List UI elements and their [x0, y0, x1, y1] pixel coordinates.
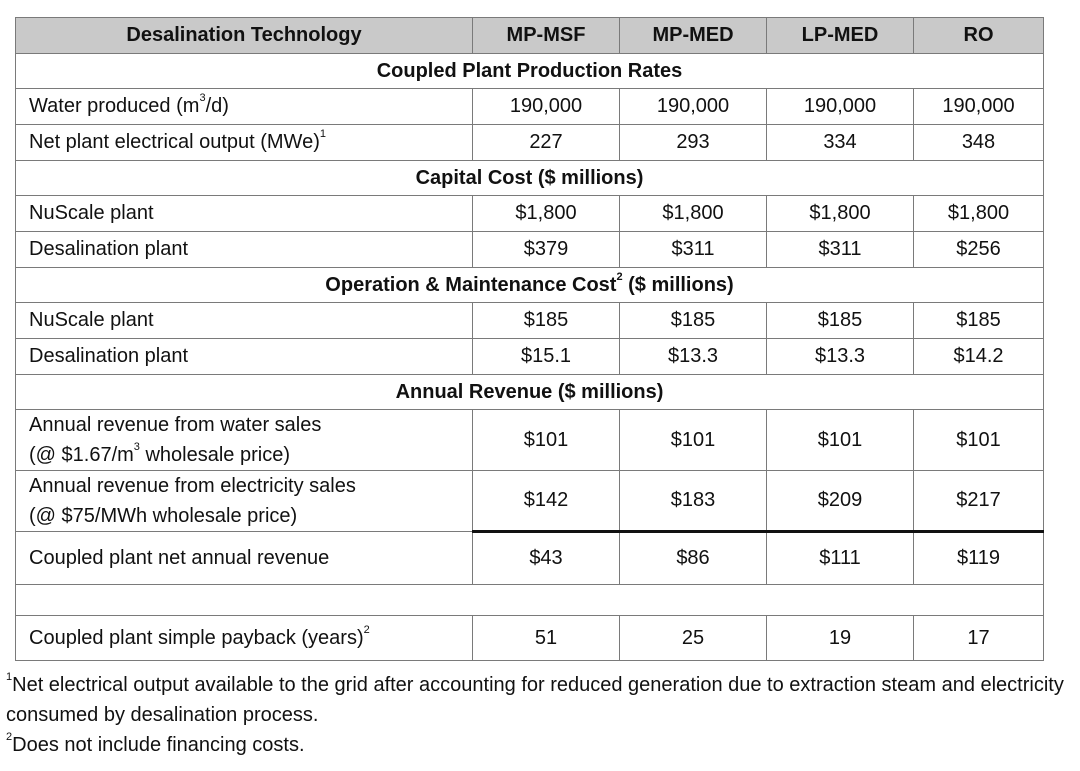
table-row: [16, 196, 1044, 232]
cell-value: 190,000: [620, 89, 767, 125]
section-annual-revenue: Annual Revenue ($ millions): [16, 375, 1044, 410]
cell-value: $217: [914, 471, 1044, 532]
section-capital-cost: Capital Cost ($ millions): [16, 161, 1044, 196]
cell-value: $101: [473, 410, 620, 471]
table-row: [16, 471, 1044, 532]
cell-value: 334: [767, 125, 914, 161]
section-row: [16, 161, 1044, 196]
table-row: [16, 339, 1044, 375]
row-label-payback: Coupled plant simple payback (years)$^2$: [16, 616, 473, 661]
cell-value: 190,000: [473, 89, 620, 125]
cell-value: 19: [767, 616, 914, 661]
cell-value: $142: [473, 471, 620, 532]
cell-value: $185: [620, 303, 767, 339]
row-label-water: Water produced $(m^3/d)$: [16, 89, 473, 125]
cell-value: $14.2: [914, 339, 1044, 375]
cell-value: 17: [914, 616, 1044, 661]
table-row: [16, 232, 1044, 268]
section-production: Coupled Plant Production Rates: [16, 54, 1044, 89]
cell-value: $311: [767, 232, 914, 268]
footnote-2: $^2$Does not include financing costs.: [6, 731, 305, 756]
header-ro: RO: [914, 18, 1044, 54]
header-technology: Desalination Technology: [16, 18, 473, 54]
cell-value: $111: [767, 532, 914, 585]
header-lp-med: LP-MED: [767, 18, 914, 54]
cell-value: $13.3: [767, 339, 914, 375]
cell-value: $311: [620, 232, 767, 268]
cell-value: $101: [620, 410, 767, 471]
cell-value: $209: [767, 471, 914, 532]
cell-value: $119: [914, 532, 1044, 585]
table-row: [16, 616, 1044, 661]
row-label-om-nuscale: NuScale plant: [16, 303, 473, 339]
section-om-cost: Operation & Maintenance Cost$^2$ ($ millions): [16, 268, 1044, 303]
section-row: [16, 375, 1044, 410]
row-label-revenue-electricity: Annual revenue from electricity sales (@ $75/MWh wholesale price): [16, 471, 473, 532]
cell-value: $1,800: [767, 196, 914, 232]
spacer-row: [16, 585, 1044, 616]
cell-value: $86: [620, 532, 767, 585]
header-mp-msf: MP-MSF: [473, 18, 620, 54]
spacer-cell: [16, 585, 1044, 616]
row-label-om-desalination: Desalination plant: [16, 339, 473, 375]
table-row: [16, 89, 1044, 125]
cell-value: 190,000: [767, 89, 914, 125]
cell-value: $101: [914, 410, 1044, 471]
cell-value: 25: [620, 616, 767, 661]
row-label-capital-nuscale: NuScale plant: [16, 196, 473, 232]
section-row: [16, 268, 1044, 303]
cell-value: 293: [620, 125, 767, 161]
cell-value: 227: [473, 125, 620, 161]
cell-value: 51: [473, 616, 620, 661]
cost-comparison-table: [15, 17, 1044, 661]
cell-value: $1,800: [914, 196, 1044, 232]
cell-value: $185: [473, 303, 620, 339]
row-label-capital-desalination: Desalination plant: [16, 232, 473, 268]
cell-value: $379: [473, 232, 620, 268]
cell-value: 190,000: [914, 89, 1044, 125]
table-row: [16, 532, 1044, 585]
cell-value: $185: [914, 303, 1044, 339]
row-label-electrical-output: Net plant electrical output (MWe)$^1$: [16, 125, 473, 161]
cell-value: $185: [767, 303, 914, 339]
cell-value: $15.1: [473, 339, 620, 375]
cell-value: $1,800: [473, 196, 620, 232]
row-label-net-revenue: Coupled plant net annual revenue: [16, 532, 473, 585]
table-row: [16, 410, 1044, 471]
section-row: [16, 54, 1044, 89]
table-row: [16, 303, 1044, 339]
table-row: [16, 125, 1044, 161]
footnotes: [6, 670, 1076, 760]
cell-value: $13.3: [620, 339, 767, 375]
row-label-revenue-water: Annual revenue from water sales (@ $\$1.67/m^3$ wholesale price): [16, 410, 473, 471]
cell-value: $101: [767, 410, 914, 471]
cell-value: 348: [914, 125, 1044, 161]
cell-value: $43: [473, 532, 620, 585]
cell-value: $1,800: [620, 196, 767, 232]
header-row: [16, 18, 1044, 54]
header-mp-med: MP-MED: [620, 18, 767, 54]
cell-value: $256: [914, 232, 1044, 268]
cell-value: $183: [620, 471, 767, 532]
footnote-1: $^1$Net electrical output available to the grid after accounting for reduced generation due to extraction steam and electricity consumed by desalination process.: [6, 671, 1064, 726]
